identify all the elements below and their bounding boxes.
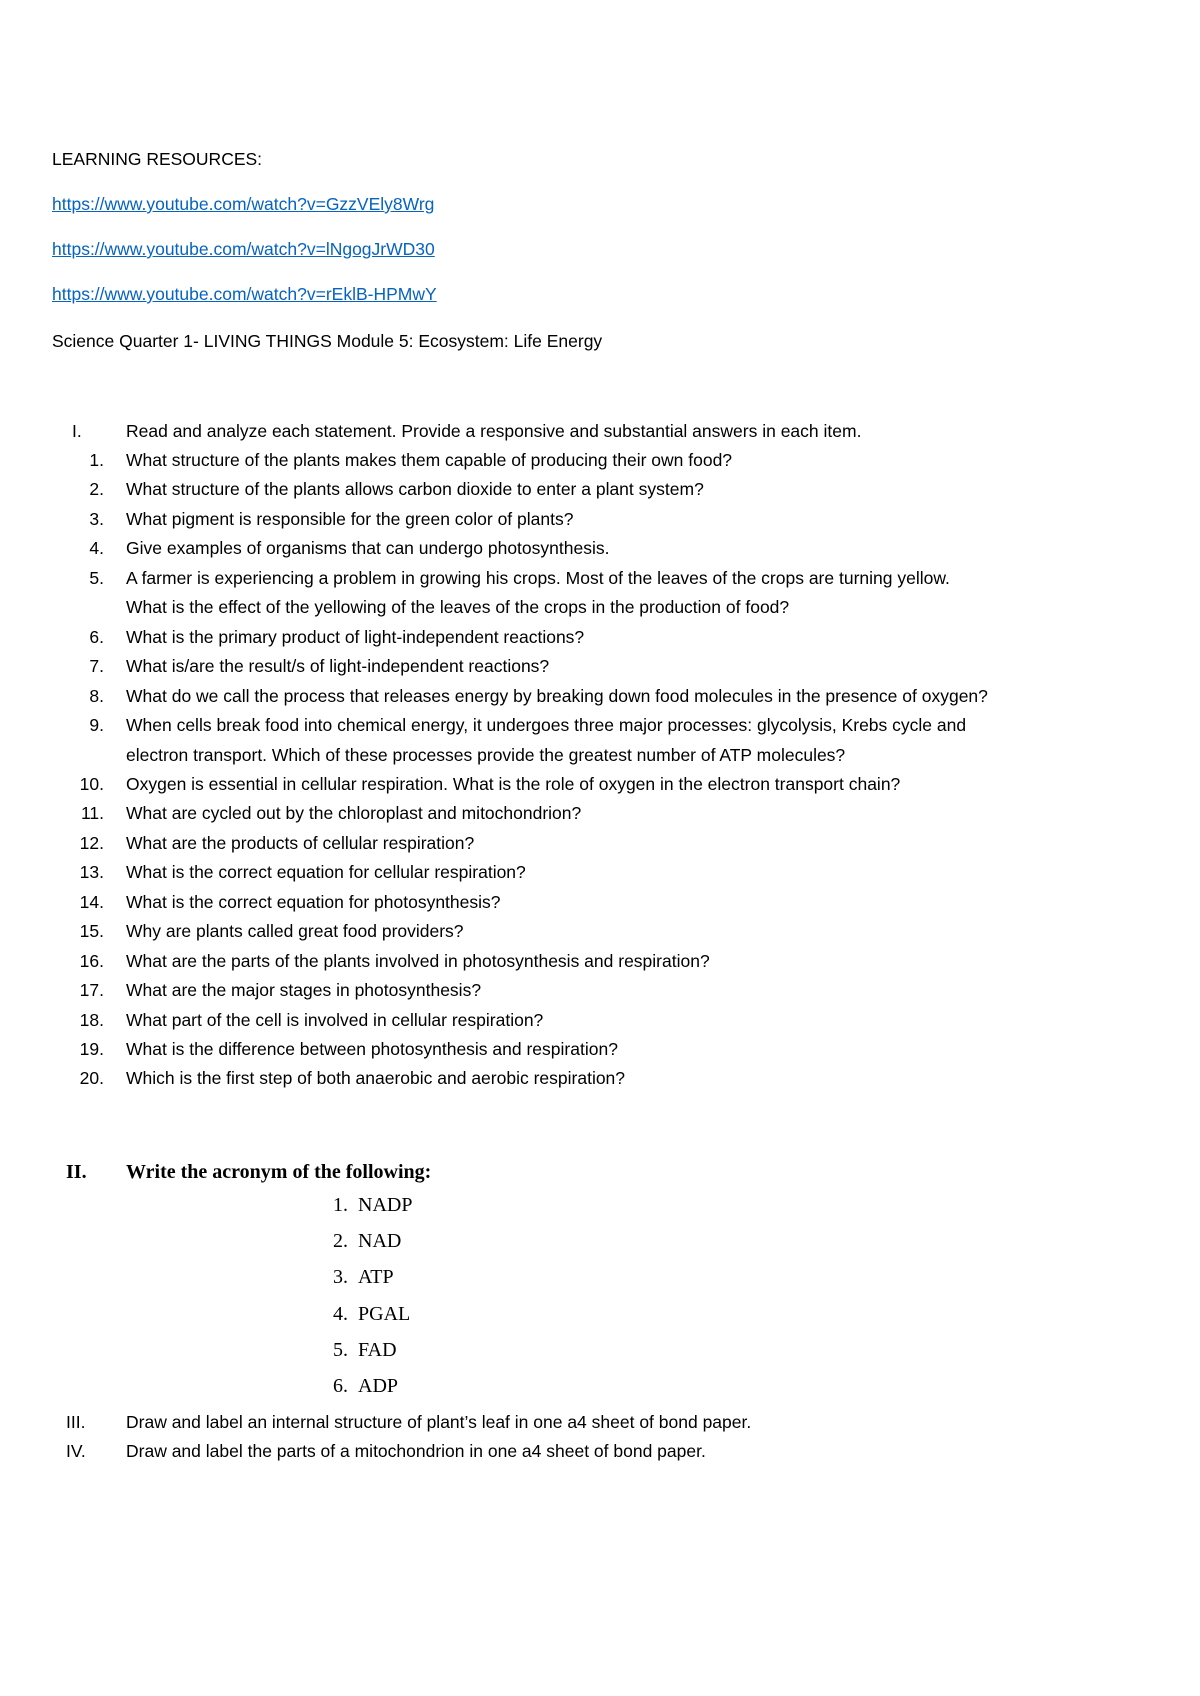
acronym-item: NAD — [358, 1230, 402, 1253]
module-title: Science Quarter 1- LIVING THINGS Module 5: Ecosystem: Life Energy — [52, 331, 603, 351]
section-1-marker: I. — [72, 421, 82, 441]
question-number: 7. — [89, 656, 104, 677]
section-2-marker: II. — [66, 1161, 87, 1183]
question-text: Oxygen is essential in cellular respiration. What is the role of oxygen in the electron transport chain? — [126, 773, 901, 794]
question-text: What pigment is responsible for the green color of plants? — [126, 508, 574, 529]
question-text: Which is the first step of both anaerobic and aerobic respiration? — [126, 1068, 626, 1089]
acronym-number: 4. — [333, 1302, 348, 1325]
question-text: What are cycled out by the chloroplast and mitochondrion? — [126, 803, 582, 824]
acronym-number: 1. — [333, 1194, 348, 1216]
question-text: What are the products of cellular respiration? — [126, 832, 475, 853]
acronym-item: ATP — [358, 1266, 394, 1289]
question-number: 16. — [79, 950, 104, 971]
question-text: What are the major stages in photosynthesis? — [126, 980, 482, 1001]
question-number: 15. — [79, 921, 104, 942]
question-number: 4. — [89, 538, 104, 559]
question-number: 6. — [89, 626, 104, 647]
question-number: 1. — [89, 450, 104, 470]
question-number: 18. — [79, 1009, 104, 1030]
question-number: 12. — [79, 832, 104, 853]
question-text: What is the primary product of light-independent reactions? — [126, 626, 585, 647]
question-number: 10. — [79, 773, 104, 794]
acronym-number: 3. — [333, 1266, 348, 1289]
question-number: 11. — [80, 803, 104, 824]
question-text: electron transport. Which of these processes provide the greatest number of ATP molecules? — [126, 744, 846, 765]
question-text: What structure of the plants makes them capable of producing their own food? — [126, 450, 733, 470]
acronym-item: NADP — [358, 1194, 413, 1216]
question-text: What is the correct equation for photosynthesis? — [126, 891, 501, 912]
section-3-marker: III. — [66, 1412, 86, 1432]
question-text: A farmer is experiencing a problem in growing his crops. Most of the leaves of the crops are turning yellow. — [126, 567, 950, 588]
section-2-instruction: Write the acronym of the following: — [126, 1161, 432, 1183]
question-text: When cells break food into chemical energy, it undergoes three major processes: glycolysis, Krebs cycle and — [126, 715, 967, 736]
question-text: What part of the cell is involved in cellular respiration? — [126, 1009, 544, 1030]
resource-link-2[interactable]: https://www.youtube.com/watch?v=lNgogJrWD30 — [52, 239, 435, 259]
question-text: Why are plants called great food providers? — [126, 921, 464, 942]
question-number: 5. — [89, 567, 104, 588]
question-number: 9. — [89, 715, 104, 736]
section-4-instruction: Draw and label the parts of a mitochondrion in one a4 sheet of bond paper. — [126, 1441, 706, 1461]
acronym-number: 5. — [333, 1338, 348, 1361]
question-number: 17. — [79, 980, 104, 1001]
acronym-item: FAD — [358, 1338, 397, 1361]
question-text: What is the difference between photosynthesis and respiration? — [126, 1039, 618, 1059]
resource-link-1[interactable]: https://www.youtube.com/watch?v=GzzVEly8Wrg — [52, 194, 435, 214]
question-number: 13. — [79, 862, 104, 883]
section-4-marker: IV. — [66, 1441, 86, 1461]
question-text: What do we call the process that releases energy by breaking down food molecules in the presence of oxygen? — [126, 685, 988, 706]
question-number: 19. — [79, 1039, 104, 1059]
question-text: What structure of the plants allows carbon dioxide to enter a plant system? — [126, 479, 704, 500]
question-text: Give examples of organisms that can undergo photosynthesis. — [126, 538, 610, 559]
acronym-number: 6. — [333, 1375, 348, 1397]
acronym-number: 2. — [333, 1230, 348, 1253]
question-number: 8. — [89, 685, 104, 706]
question-number: 20. — [79, 1068, 104, 1089]
question-text: What is the correct equation for cellular respiration? — [126, 862, 526, 883]
question-text: What is/are the result/s of light-independent reactions? — [126, 656, 550, 677]
learning-resources-title: LEARNING RESOURCES: — [52, 149, 263, 169]
section-1-instruction: Read and analyze each statement. Provide a responsive and substantial answers in each item. — [126, 421, 862, 441]
acronym-item: ADP — [358, 1375, 399, 1397]
acronym-item: PGAL — [358, 1302, 411, 1325]
question-number: 3. — [89, 508, 104, 529]
question-number: 14. — [79, 891, 104, 912]
section-3-instruction: Draw and label an internal structure of plant’s leaf in one a4 sheet of bond paper. — [126, 1412, 752, 1432]
question-text: What is the effect of the yellowing of the leaves of the crops in the production of food? — [126, 597, 790, 618]
question-number: 2. — [89, 479, 104, 500]
resource-link-3[interactable]: https://www.youtube.com/watch?v=rEklB-HPMwY — [52, 284, 437, 304]
question-text: What are the parts of the plants involved in photosynthesis and respiration? — [126, 950, 710, 971]
